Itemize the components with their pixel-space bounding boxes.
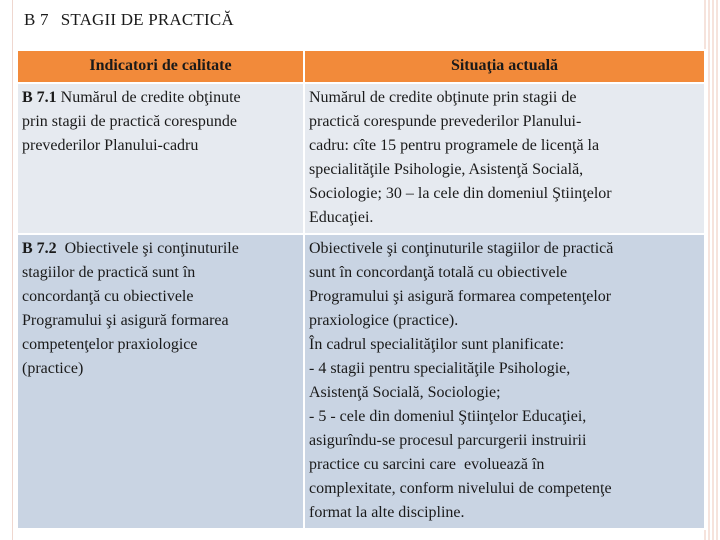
indicator-line: (practice) xyxy=(22,360,84,377)
indicator-line: competenţelor praxiologice xyxy=(22,336,198,353)
indicator-line: Obiectivele şi conţinuturile xyxy=(56,240,239,257)
left-decorative-line xyxy=(12,0,13,540)
status-line: specialităţile Psihologie, Asistenţă Socială, xyxy=(309,161,584,178)
indicator-line: concordanţă cu obiectivele xyxy=(22,288,194,305)
table-row xyxy=(17,83,705,234)
indicator-text-line xyxy=(22,237,299,261)
status-line: În cadrul specialităţilor sunt planificate: xyxy=(309,336,565,353)
header-current-situation: Situaţia actuală xyxy=(304,50,705,83)
indicator-code: B 7.2 xyxy=(22,240,57,257)
status-line: Sociologie; 30 – la cele din domeniul Ştiinţelor xyxy=(309,185,612,202)
header-indicators: Indicatori de calitate xyxy=(17,50,304,83)
indicator-line: stagiilor de practică sunt în xyxy=(22,264,196,281)
status-cell xyxy=(304,234,705,529)
indicator-line: prin stagii de practică corespunde xyxy=(22,113,238,130)
table-row xyxy=(17,234,705,529)
status-line: sunt în concordanţă totală cu obiectivele xyxy=(309,264,568,281)
indicator-line: Numărul de credite obţinute xyxy=(56,89,241,106)
status-line: format la alte discipline. xyxy=(309,504,465,521)
right-decorative-stripe xyxy=(704,0,720,540)
indicator-cell xyxy=(17,234,304,529)
status-line: Educaţiei. xyxy=(309,209,374,226)
indicator-line: Programului şi asigură formarea xyxy=(22,312,229,329)
status-line: cadru: cîte 15 pentru programele de licenţă la xyxy=(309,137,600,154)
indicator-line: prevederilor Planului-cadru xyxy=(22,137,199,154)
status-line: practice cu sarcini care evoluează în xyxy=(309,456,545,473)
status-line: Obiectivele şi conţinuturile stagiilor de practică xyxy=(309,240,614,257)
indicator-cell xyxy=(17,83,304,234)
indicator-code: B 7.1 xyxy=(22,89,57,106)
section-code: B 7 xyxy=(24,10,49,29)
quality-indicators-table xyxy=(16,49,706,530)
status-line: practică corespunde prevederilor Planului- xyxy=(309,113,582,130)
status-line: - 4 stagii pentru specialităţile Psihologie, xyxy=(309,360,571,377)
status-line: praxiologice (practice). xyxy=(309,312,459,329)
status-line: Asistenţă Socială, Sociologie; xyxy=(309,384,501,401)
status-line: - 5 - cele din domeniul Ştiinţelor Educaţiei, xyxy=(309,408,587,425)
status-line: Numărul de credite obţinute prin stagii de xyxy=(309,89,577,106)
status-line: asigurîndu-se procesul parcurgerii instruirii xyxy=(309,432,587,449)
status-cell xyxy=(304,83,705,234)
status-line: complexitate, conform nivelului de competenţe xyxy=(309,480,612,497)
indicator-text-line xyxy=(22,86,299,110)
section-title-text: STAGII DE PRACTICĂ xyxy=(60,10,234,29)
status-line: Programului şi asigură formarea competenţelor xyxy=(309,288,612,305)
section-title xyxy=(24,10,234,30)
table-header-row xyxy=(17,50,705,83)
